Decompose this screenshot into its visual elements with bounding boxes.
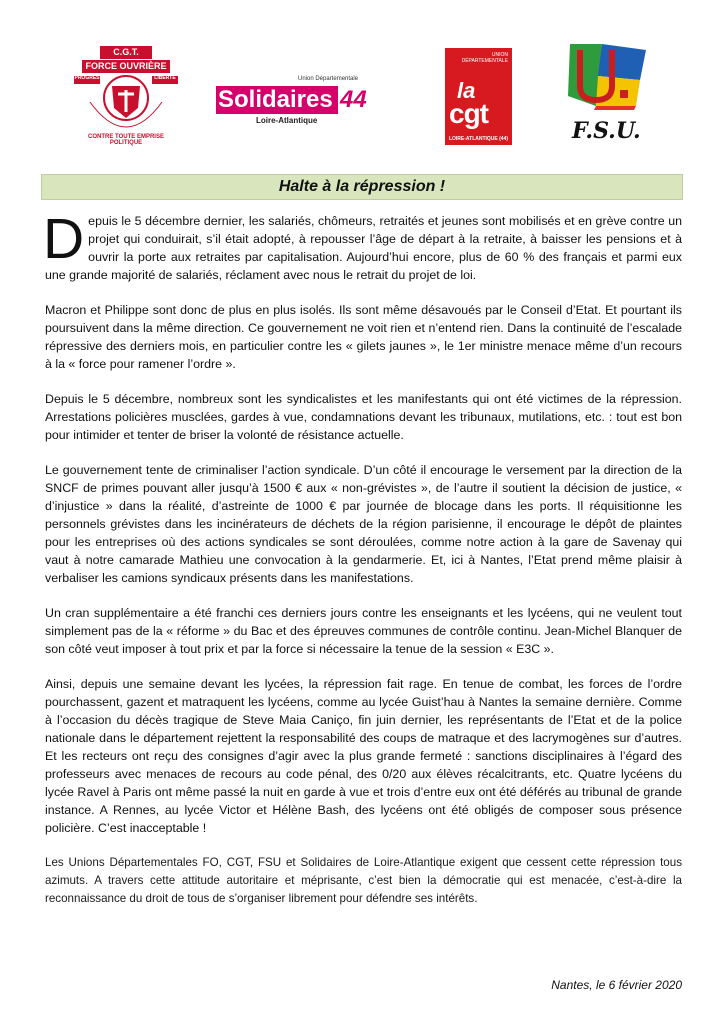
solidaires-logo bbox=[216, 76, 386, 132]
cgt-sub: LOIRE-ATLANTIQUE (44) bbox=[448, 136, 509, 142]
cgt-logo bbox=[445, 48, 512, 145]
fo-logo-banner: FORCE OUVRIÈRE bbox=[82, 60, 170, 73]
page-title: Halte à la répression ! bbox=[278, 178, 446, 195]
paragraph-5: Un cran supplémentaire a été franchi ces derniers jours contre les enseignants et les lycéens, qui ne veulent tout simplement pas de la « réforme » du Bac et des épreuves communes de contrôle continu. Jean-Michel Blanquer de son côté veut imposer à tout prix et par la force si nécessaire la tenue de la session « E3C ». bbox=[45, 606, 682, 656]
fo-arc-text: CONTRE TOUTE EMPRISE POLITIQUE bbox=[88, 134, 164, 146]
fsu-mark-icon bbox=[566, 40, 650, 110]
cgt-top: UNION DÉPARTEMENTALE bbox=[461, 52, 508, 64]
fsu-logo bbox=[566, 40, 656, 150]
solidaires-number: 44 bbox=[340, 86, 367, 113]
paragraph-6: Ainsi, depuis une semaine devant les lycées, la répression fait rage. En tenue de combat, les forces de l’ordre pourchassent, gazent et matraquent les lycéens, comme au lycée Guist’hau à Nantes la semaine dernière. Comme à l’occasion du décès tragique de Steve Maia Caniço, fin juin dernier, les représentants de l’Etat et de la police nationale dans le département rejettent la responsabilité des coups de matraque et des lacrymogènes sur d’autres. Et les recteurs ont reçu des consignes d’agir avec la plus grande fermeté : sanctions disciplinaires à l’égard des professeurs avec menaces de recours au code pénal, des 0/20 aux élèves récalcitrants, etc. Quatre lycéens du lycée Ravel à Paris ont même passé la nuit en garde à vue et trois d’entre eux ont été déférés au tribunal de grande instance. A Rennes, au lycée Victor et Hélène Bash, des lycéens ont été obligés de composer sous présence policière. C’est inacceptable ! bbox=[45, 677, 682, 835]
fo-left-tag: PROGRÈS bbox=[74, 75, 100, 81]
paragraph-1 bbox=[43, 207, 682, 284]
solidaires-small: Union Départementale bbox=[298, 76, 359, 82]
logo-row bbox=[0, 0, 724, 160]
drop-cap: D bbox=[43, 207, 85, 271]
document-body bbox=[43, 207, 682, 908]
solidaires-word: Solidaires bbox=[216, 86, 338, 114]
paragraph-1-text: epuis le 5 décembre dernier, les salariés, chômeurs, retraités et jeunes sont mobilisés et en grève contre un projet qui conduirait, s’il était adopté, à repousser l’âge de départ à la retraite, à baisser les pensions et à ouvrir la porte aux retraites par capitalisation. Aujourd’hui encore, plus de 60 % des français et parmi eux une grande majorité de salariés, réclament avec nous le retrait du projet de loi. bbox=[45, 214, 682, 282]
cgt-word: cgt bbox=[449, 98, 488, 129]
signoff-date: Nantes, le 6 février 2020 bbox=[551, 978, 682, 992]
solidaires-sub: Loire-Atlantique bbox=[256, 116, 318, 125]
paragraph-2: Macron et Philippe sont donc de plus en plus isolés. Ils sont même désavoués par le Conseil d’Etat. Et pourtant ils poursuivent dans la même direction. Ce gouvernement ne voit rien et n’entend rien. Dans la continuité de l’escalade répressive des derniers mois, en particulier contre les « gilets jaunes », le 1er ministre menace même d’un recours à la « force pour ramener l’ordre ». bbox=[45, 303, 682, 371]
fo-logo bbox=[72, 46, 180, 146]
fo-right-tag: LIBERTÉ bbox=[154, 75, 176, 81]
paragraph-3: Depuis le 5 décembre, nombreux sont les syndicalistes et les manifestants qui ont été victimes de la répression. Arrestations policières musclées, gardes à vue, condamnations devant les tribunaux, mutilations, etc. : tout est bon pour intimider et tenter de briser la volonté de résistance actuelle. bbox=[45, 392, 682, 442]
title-bar bbox=[41, 174, 683, 200]
cgt-la: la bbox=[457, 78, 476, 103]
closing-statement: Les Unions Départementales FO, CGT, FSU et Solidaires de Loire-Atlantique exigent que cessent cette répression tous azimuts. A travers cette attitude autoritaire et méprisante, c’est bien la démocratie qui est menacée, c’est-à-dire la reconnaissance du droit de tous de s’organiser librement pour défendre ses intérêts. bbox=[45, 856, 682, 905]
fo-logo-top: C.G.T. bbox=[100, 46, 152, 59]
paragraph-4: Le gouvernement tente de criminaliser l’action syndicale. D’un côté il encourage le versement par la direction de la SNCF de primes pouvant aller jusqu’à 1500 € aux « non-grévistes », de l’autre il soutient la décision de justice, « d’injustice » dans la réalité, d’astreinte de 1000 € par journée de blocage dans les ports. Il réquisitionne les personnels grévistes dans les incinérateurs de déchets de la région parisienne, il encourage le dépôt de plaintes pour les entreprises où des actions syndicales se sont déroulées, comme notre action à la gare de Savenay qui vaut à notre camarade Mathieu une convocation à la gendarmerie. Et, ici à Nantes, l’Etat prend même plaisir à verbaliser les camions syndicaux présents dans les manifestations. bbox=[45, 463, 682, 585]
fsu-label: F.S.U. bbox=[572, 118, 641, 144]
